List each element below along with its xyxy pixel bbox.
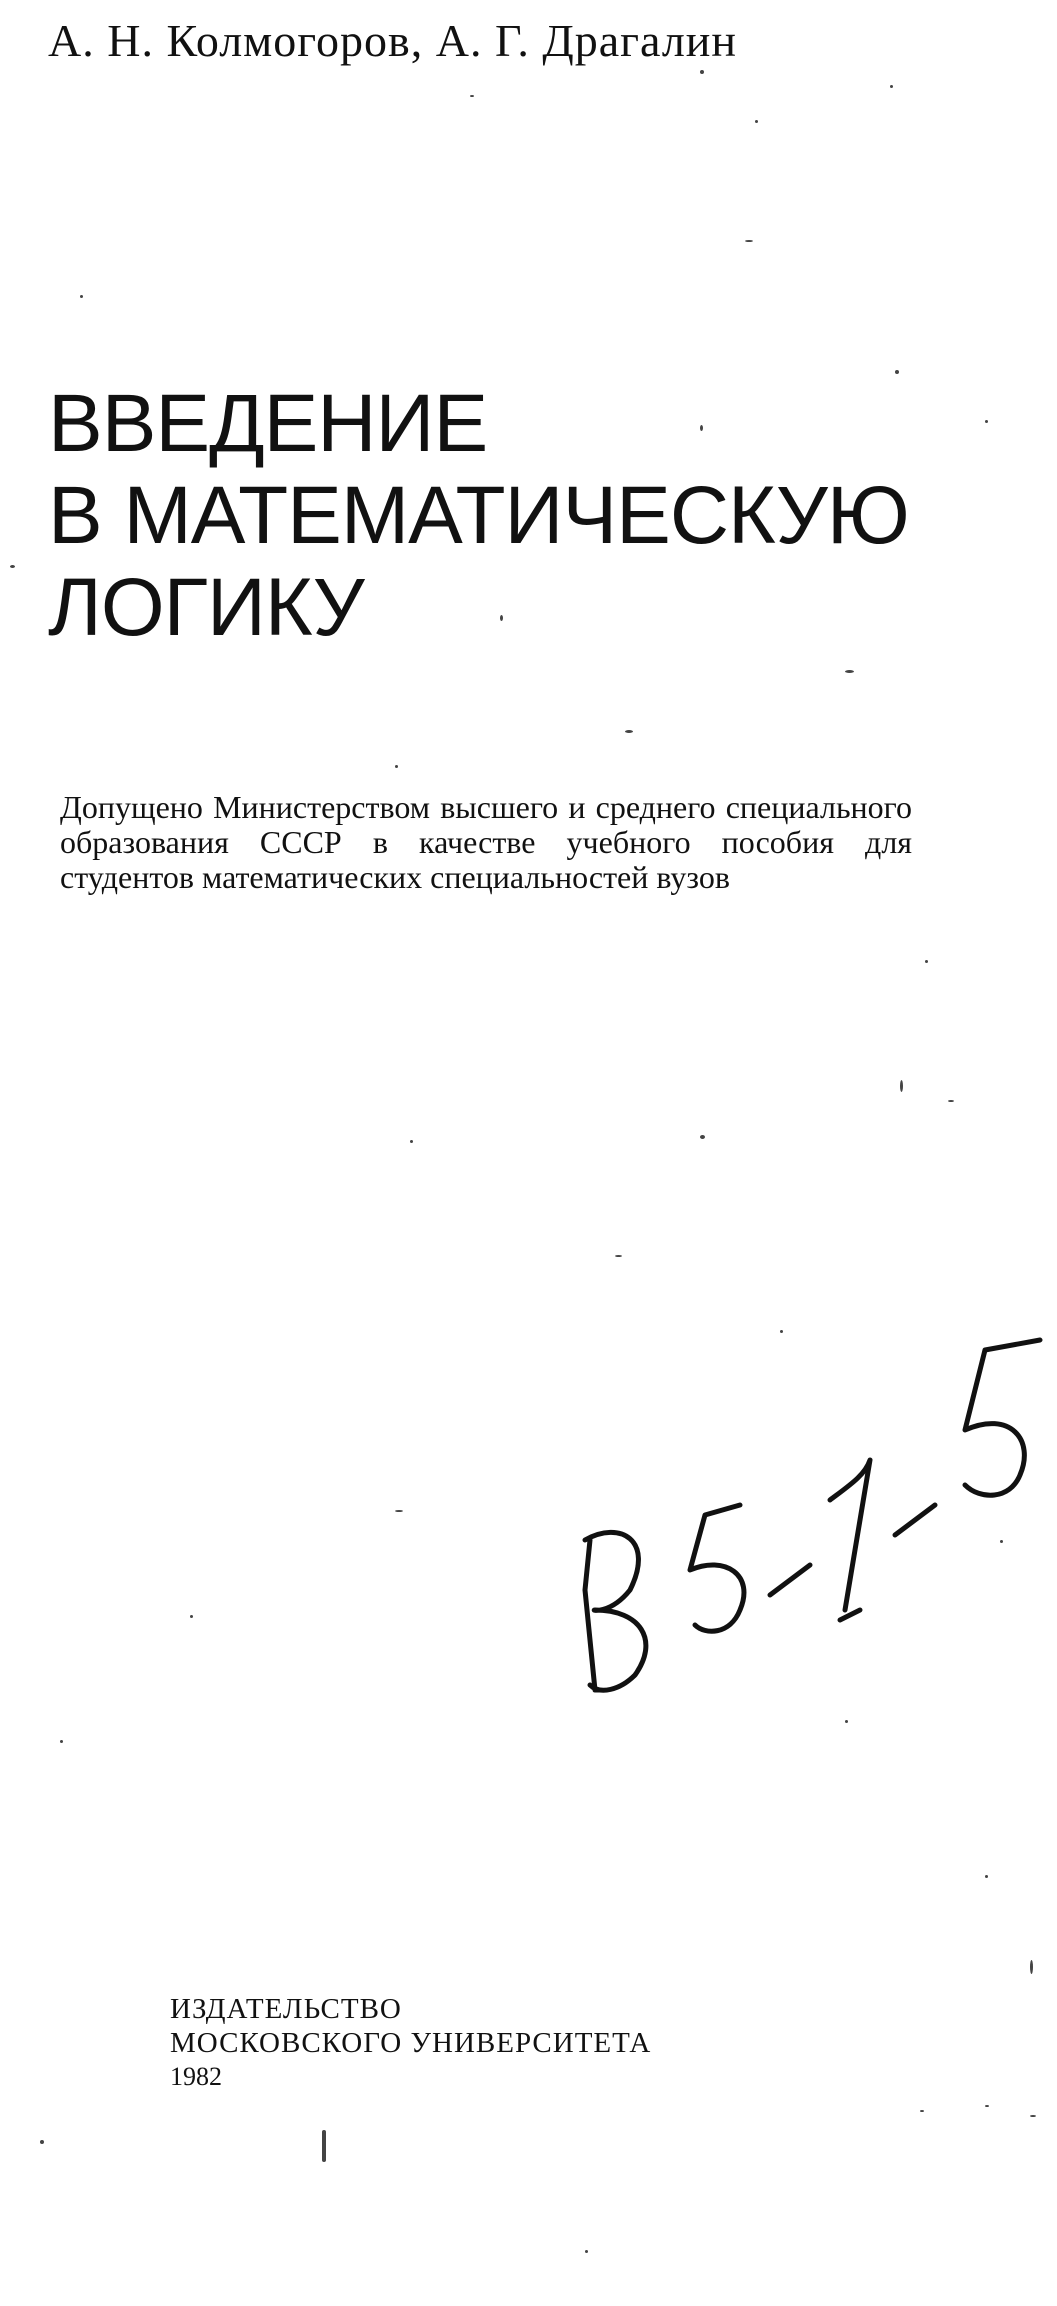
speck — [700, 70, 704, 74]
speck — [985, 420, 988, 423]
speck — [895, 370, 899, 374]
speck — [1030, 2115, 1036, 2117]
speck — [890, 85, 893, 88]
publisher-line-1: ИЗДАТЕЛЬСТВО — [170, 1993, 402, 2025]
publisher-block — [170, 1992, 651, 2094]
speck — [470, 95, 474, 97]
speck — [948, 1100, 954, 1102]
speck — [1030, 1960, 1033, 1974]
speck — [700, 1135, 705, 1139]
speck — [40, 2140, 44, 2144]
speck — [700, 425, 703, 431]
speck — [755, 120, 758, 123]
speck — [80, 295, 83, 298]
handwritten-mark — [540, 1290, 1050, 1740]
publication-year: 1982 — [170, 2062, 222, 2091]
publisher-line-2: МОСКОВСКОГО УНИВЕРСИТЕТА — [170, 2027, 652, 2059]
speck — [900, 1080, 903, 1092]
speck — [190, 1615, 193, 1618]
speck — [845, 670, 854, 673]
title-line-1: ВВЕДЕНИЕ — [48, 378, 488, 469]
speck — [920, 2110, 924, 2112]
speck — [322, 2130, 326, 2162]
approval-note: Допущено Министерством высшего и среднего специального образования СССР в качестве учебного пособия для студентов математических специальностей вузов — [60, 789, 912, 895]
speck — [500, 615, 503, 621]
speck — [585, 2250, 588, 2253]
book-title — [48, 378, 909, 654]
speck — [1000, 1540, 1003, 1543]
authors: А. Н. Колмогоров, А. Г. Драгалин — [48, 15, 738, 66]
speck — [625, 730, 633, 733]
speck — [925, 960, 928, 963]
speck — [395, 765, 398, 768]
speck — [780, 1330, 783, 1333]
speck — [10, 565, 15, 568]
speck — [410, 1140, 413, 1143]
speck — [985, 1875, 988, 1878]
speck — [985, 2105, 989, 2107]
speck — [60, 1740, 63, 1743]
speck — [615, 1255, 622, 1257]
title-line-2: В МАТЕМАТИЧЕСКУЮ — [48, 470, 909, 561]
speck — [845, 1720, 848, 1723]
title-line-3: ЛОГИКУ — [48, 562, 364, 653]
speck — [395, 1510, 403, 1512]
speck — [745, 240, 753, 242]
